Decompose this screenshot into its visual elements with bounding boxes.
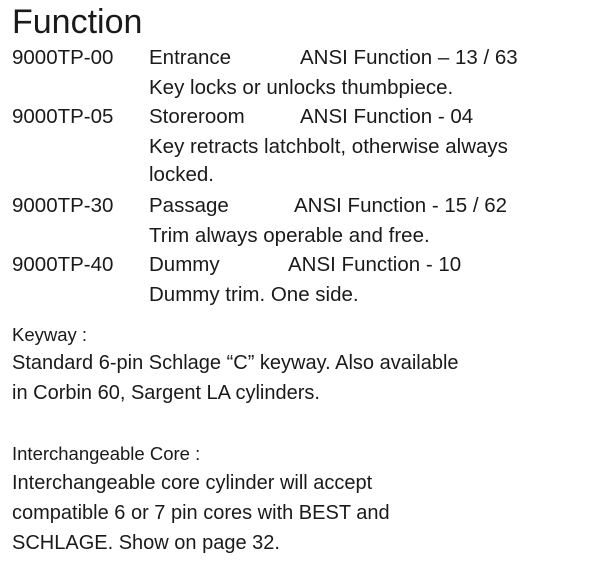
function-description <box>149 222 430 250</box>
function-ansi: ANSI Function - 04 <box>300 105 474 128</box>
core-line: Interchangeable core cylinder will accept <box>12 472 373 494</box>
description-line: Key locks or unlocks thumbpiece. <box>149 76 454 99</box>
core-text <box>12 468 390 558</box>
function-row-storeroom <box>12 103 592 131</box>
function-description <box>149 74 453 102</box>
function-name: Dummy <box>149 253 220 276</box>
function-model: 9000TP-30 <box>12 194 114 217</box>
keyway-label: Keyway : <box>12 324 88 345</box>
function-row-entrance <box>12 44 592 72</box>
keyway-line: in Corbin 60, Sargent LA cylinders. <box>12 382 320 404</box>
function-ansi: ANSI Function - 15 / 62 <box>294 194 508 217</box>
description-line: locked. <box>149 163 214 186</box>
description-line: Key retracts latchbolt, otherwise always <box>149 135 508 158</box>
function-model: 9000TP-05 <box>12 105 114 128</box>
function-ansi: ANSI Function – 13 / 63 <box>300 46 518 69</box>
function-row-dummy <box>12 251 592 279</box>
description-line: Trim always operable and free. <box>149 224 430 247</box>
section-heading: Function <box>12 3 143 41</box>
function-description <box>149 133 508 189</box>
function-description <box>149 281 359 309</box>
function-name: Passage <box>149 194 229 217</box>
function-name: Storeroom <box>149 105 245 128</box>
description-line: Dummy trim. One side. <box>149 283 359 306</box>
function-name: Entrance <box>149 46 232 69</box>
keyway-line: Standard 6-pin Schlage “C” keyway. Also available <box>12 352 459 374</box>
core-line: compatible 6 or 7 pin cores with BEST and <box>12 502 390 524</box>
core-label: Interchangeable Core : <box>12 443 201 464</box>
function-model: 9000TP-00 <box>12 46 114 69</box>
core-line: SCHLAGE. Show on page 32. <box>12 532 280 554</box>
function-row-passage <box>12 192 592 220</box>
function-model: 9000TP-40 <box>12 253 114 276</box>
function-ansi: ANSI Function - 10 <box>288 253 462 276</box>
keyway-text <box>12 348 459 408</box>
